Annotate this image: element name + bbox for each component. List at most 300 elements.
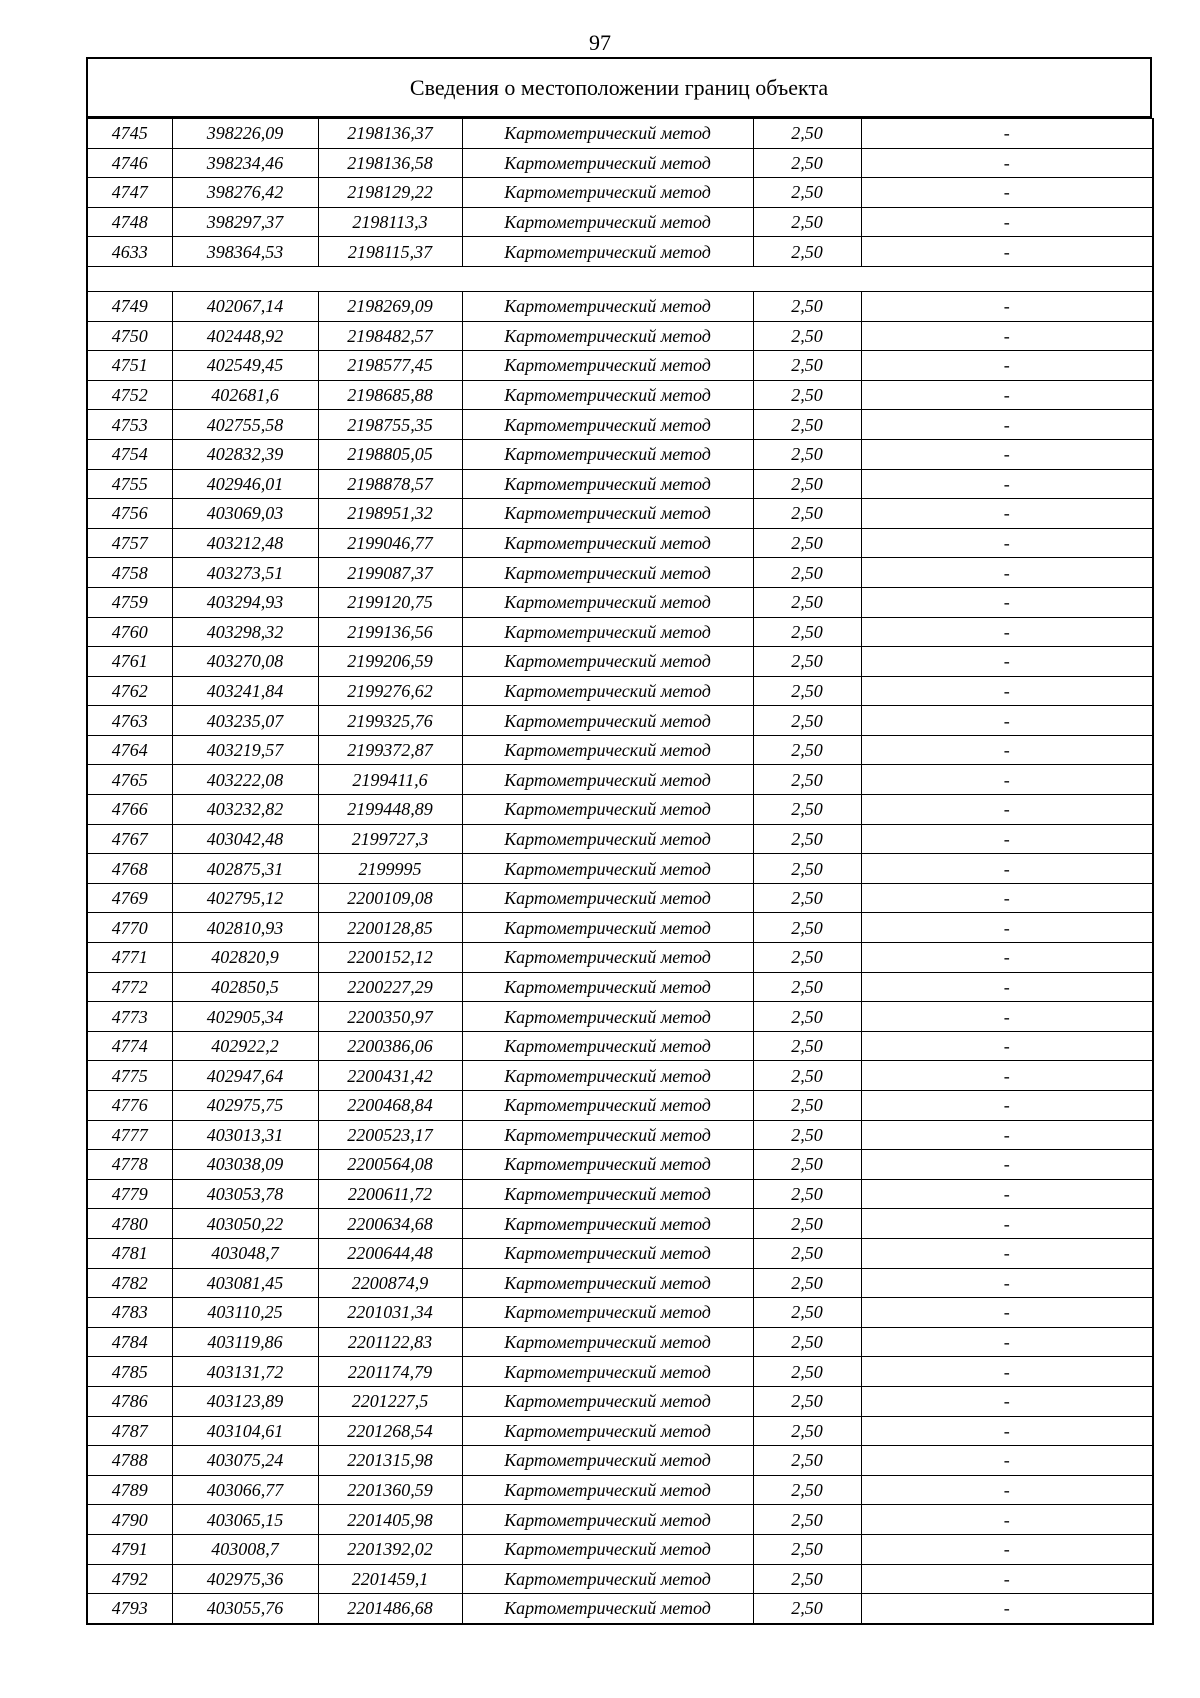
x-coordinate-cell: 403053,78 [172, 1179, 318, 1209]
y-coordinate-cell: 2198951,32 [318, 499, 462, 529]
y-coordinate-cell: 2199120,75 [318, 587, 462, 617]
x-coordinate-cell: 403235,07 [172, 706, 318, 736]
table-row [87, 913, 1153, 943]
note-cell: - [861, 410, 1153, 440]
point-number-cell: 4787 [87, 1416, 172, 1446]
x-coordinate-cell: 402947,64 [172, 1061, 318, 1091]
method-cell: Картометрический метод [462, 1061, 753, 1091]
note-cell: - [861, 1594, 1153, 1624]
y-coordinate-cell: 2200386,06 [318, 1031, 462, 1061]
accuracy-cell: 2,50 [753, 291, 861, 321]
point-number-cell: 4765 [87, 765, 172, 795]
x-coordinate-cell: 403008,7 [172, 1534, 318, 1564]
point-number-cell: 4770 [87, 913, 172, 943]
note-cell: - [861, 1327, 1153, 1357]
y-coordinate-cell: 2199276,62 [318, 676, 462, 706]
table-row [87, 321, 1153, 351]
point-number-cell: 4769 [87, 883, 172, 913]
x-coordinate-cell: 403110,25 [172, 1298, 318, 1328]
table-row [87, 207, 1153, 237]
table-row [87, 499, 1153, 529]
note-cell: - [861, 1386, 1153, 1416]
accuracy-cell: 2,50 [753, 883, 861, 913]
point-number-cell: 4792 [87, 1564, 172, 1594]
accuracy-cell: 2,50 [753, 1238, 861, 1268]
point-number-cell: 4749 [87, 291, 172, 321]
point-number-cell: 4751 [87, 351, 172, 381]
x-coordinate-cell: 403219,57 [172, 735, 318, 765]
y-coordinate-cell: 2201405,98 [318, 1505, 462, 1535]
method-cell: Картометрический метод [462, 1268, 753, 1298]
method-cell: Картометрический метод [462, 499, 753, 529]
point-number-cell: 4760 [87, 617, 172, 647]
x-coordinate-cell: 402549,45 [172, 351, 318, 381]
x-coordinate-cell: 403232,82 [172, 795, 318, 825]
note-cell: - [861, 972, 1153, 1002]
y-coordinate-cell: 2198577,45 [318, 351, 462, 381]
table-row [87, 972, 1153, 1002]
x-coordinate-cell: 403048,7 [172, 1238, 318, 1268]
y-coordinate-cell: 2201315,98 [318, 1446, 462, 1476]
table-row [87, 1061, 1153, 1091]
accuracy-cell: 2,50 [753, 676, 861, 706]
table-row [87, 1209, 1153, 1239]
y-coordinate-cell: 2198136,37 [318, 119, 462, 149]
method-cell: Картометрический метод [462, 558, 753, 588]
accuracy-cell: 2,50 [753, 178, 861, 208]
note-cell: - [861, 1564, 1153, 1594]
method-cell: Картометрический метод [462, 291, 753, 321]
method-cell: Картометрический метод [462, 1298, 753, 1328]
y-coordinate-cell: 2200564,08 [318, 1150, 462, 1180]
table-row [87, 617, 1153, 647]
table-row [87, 1505, 1153, 1535]
y-coordinate-cell: 2198269,09 [318, 291, 462, 321]
x-coordinate-cell: 403050,22 [172, 1209, 318, 1239]
x-coordinate-cell: 402681,6 [172, 380, 318, 410]
table-row [87, 1091, 1153, 1121]
note-cell: - [861, 1002, 1153, 1032]
note-cell: - [861, 499, 1153, 529]
x-coordinate-cell: 398297,37 [172, 207, 318, 237]
method-cell: Картометрический метод [462, 237, 753, 267]
table-row [87, 1327, 1153, 1357]
accuracy-cell: 2,50 [753, 351, 861, 381]
accuracy-cell: 2,50 [753, 1386, 861, 1416]
note-cell: - [861, 291, 1153, 321]
y-coordinate-cell: 2201174,79 [318, 1357, 462, 1387]
table-row [87, 410, 1153, 440]
note-cell: - [861, 1357, 1153, 1387]
note-cell: - [861, 351, 1153, 381]
note-cell: - [861, 735, 1153, 765]
x-coordinate-cell: 402810,93 [172, 913, 318, 943]
x-coordinate-cell: 398364,53 [172, 237, 318, 267]
y-coordinate-cell: 2198129,22 [318, 178, 462, 208]
y-coordinate-cell: 2200634,68 [318, 1209, 462, 1239]
accuracy-cell: 2,50 [753, 943, 861, 973]
x-coordinate-cell: 403065,15 [172, 1505, 318, 1535]
point-number-cell: 4633 [87, 237, 172, 267]
y-coordinate-cell: 2199995 [318, 854, 462, 884]
accuracy-cell: 2,50 [753, 237, 861, 267]
y-coordinate-cell: 2198755,35 [318, 410, 462, 440]
y-coordinate-cell: 2201486,68 [318, 1594, 462, 1624]
table-row [87, 1031, 1153, 1061]
method-cell: Картометрический метод [462, 1564, 753, 1594]
note-cell: - [861, 1534, 1153, 1564]
table-row [87, 1564, 1153, 1594]
x-coordinate-cell: 402946,01 [172, 469, 318, 499]
accuracy-cell: 2,50 [753, 1091, 861, 1121]
accuracy-cell: 2,50 [753, 913, 861, 943]
x-coordinate-cell: 403081,45 [172, 1268, 318, 1298]
accuracy-cell: 2,50 [753, 528, 861, 558]
point-number-cell: 4778 [87, 1150, 172, 1180]
note-cell: - [861, 676, 1153, 706]
y-coordinate-cell: 2201360,59 [318, 1475, 462, 1505]
point-number-cell: 4757 [87, 528, 172, 558]
table-row [87, 237, 1153, 267]
x-coordinate-cell: 402755,58 [172, 410, 318, 440]
method-cell: Картометрический метод [462, 410, 753, 440]
note-cell: - [861, 706, 1153, 736]
point-number-cell: 4767 [87, 824, 172, 854]
point-number-cell: 4745 [87, 119, 172, 149]
point-number-cell: 4753 [87, 410, 172, 440]
x-coordinate-cell: 403270,08 [172, 647, 318, 677]
y-coordinate-cell: 2199448,89 [318, 795, 462, 825]
note-cell: - [861, 943, 1153, 973]
point-number-cell: 4748 [87, 207, 172, 237]
note-cell: - [861, 148, 1153, 178]
point-number-cell: 4772 [87, 972, 172, 1002]
note-cell: - [861, 824, 1153, 854]
point-number-cell: 4793 [87, 1594, 172, 1624]
method-cell: Картометрический метод [462, 1179, 753, 1209]
accuracy-cell: 2,50 [753, 1327, 861, 1357]
x-coordinate-cell: 403042,48 [172, 824, 318, 854]
note-cell: - [861, 1238, 1153, 1268]
x-coordinate-cell: 403104,61 [172, 1416, 318, 1446]
y-coordinate-cell: 2199046,77 [318, 528, 462, 558]
method-cell: Картометрический метод [462, 824, 753, 854]
point-number-cell: 4785 [87, 1357, 172, 1387]
y-coordinate-cell: 2199411,6 [318, 765, 462, 795]
y-coordinate-cell: 2199136,56 [318, 617, 462, 647]
accuracy-cell: 2,50 [753, 1446, 861, 1476]
point-number-cell: 4780 [87, 1209, 172, 1239]
y-coordinate-cell: 2200128,85 [318, 913, 462, 943]
y-coordinate-cell: 2200227,29 [318, 972, 462, 1002]
accuracy-cell: 2,50 [753, 854, 861, 884]
point-number-cell: 4766 [87, 795, 172, 825]
method-cell: Картометрический метод [462, 380, 753, 410]
table-row [87, 1298, 1153, 1328]
table-row [87, 1268, 1153, 1298]
x-coordinate-cell: 403013,31 [172, 1120, 318, 1150]
accuracy-cell: 2,50 [753, 647, 861, 677]
point-number-cell: 4786 [87, 1386, 172, 1416]
accuracy-cell: 2,50 [753, 617, 861, 647]
note-cell: - [861, 1179, 1153, 1209]
method-cell: Картометрический метод [462, 883, 753, 913]
table-row [87, 178, 1153, 208]
point-number-cell: 4782 [87, 1268, 172, 1298]
y-coordinate-cell: 2201122,83 [318, 1327, 462, 1357]
y-coordinate-cell: 2200468,84 [318, 1091, 462, 1121]
point-number-cell: 4791 [87, 1534, 172, 1564]
table-row [87, 795, 1153, 825]
x-coordinate-cell: 403075,24 [172, 1446, 318, 1476]
table-row [87, 883, 1153, 913]
accuracy-cell: 2,50 [753, 795, 861, 825]
y-coordinate-cell: 2198115,37 [318, 237, 462, 267]
point-number-cell: 4777 [87, 1120, 172, 1150]
method-cell: Картометрический метод [462, 795, 753, 825]
table-row [87, 1386, 1153, 1416]
note-cell: - [861, 1031, 1153, 1061]
accuracy-cell: 2,50 [753, 469, 861, 499]
method-cell: Картометрический метод [462, 351, 753, 381]
x-coordinate-cell: 403123,89 [172, 1386, 318, 1416]
method-cell: Картометрический метод [462, 1031, 753, 1061]
point-number-cell: 4763 [87, 706, 172, 736]
x-coordinate-cell: 403066,77 [172, 1475, 318, 1505]
accuracy-cell: 2,50 [753, 706, 861, 736]
note-cell: - [861, 558, 1153, 588]
note-cell: - [861, 617, 1153, 647]
accuracy-cell: 2,50 [753, 558, 861, 588]
table-row [87, 1416, 1153, 1446]
note-cell: - [861, 795, 1153, 825]
point-number-cell: 4755 [87, 469, 172, 499]
x-coordinate-cell: 402795,12 [172, 883, 318, 913]
accuracy-cell: 2,50 [753, 119, 861, 149]
y-coordinate-cell: 2201227,5 [318, 1386, 462, 1416]
method-cell: Картометрический метод [462, 528, 753, 558]
table-row [87, 1475, 1153, 1505]
y-coordinate-cell: 2200874,9 [318, 1268, 462, 1298]
point-number-cell: 4758 [87, 558, 172, 588]
accuracy-cell: 2,50 [753, 499, 861, 529]
note-cell: - [861, 321, 1153, 351]
x-coordinate-cell: 403294,93 [172, 587, 318, 617]
method-cell: Картометрический метод [462, 1238, 753, 1268]
table-row [87, 1238, 1153, 1268]
coordinates-table [86, 118, 1154, 1625]
accuracy-cell: 2,50 [753, 1002, 861, 1032]
point-number-cell: 4775 [87, 1061, 172, 1091]
method-cell: Картометрический метод [462, 1209, 753, 1239]
y-coordinate-cell: 2198878,57 [318, 469, 462, 499]
note-cell: - [861, 1091, 1153, 1121]
note-cell: - [861, 587, 1153, 617]
method-cell: Картометрический метод [462, 207, 753, 237]
table-row [87, 1120, 1153, 1150]
accuracy-cell: 2,50 [753, 1594, 861, 1624]
method-cell: Картометрический метод [462, 765, 753, 795]
accuracy-cell: 2,50 [753, 587, 861, 617]
x-coordinate-cell: 403222,08 [172, 765, 318, 795]
accuracy-cell: 2,50 [753, 1505, 861, 1535]
point-number-cell: 4747 [87, 178, 172, 208]
note-cell: - [861, 1298, 1153, 1328]
point-number-cell: 4746 [87, 148, 172, 178]
note-cell: - [861, 1505, 1153, 1535]
method-cell: Картометрический метод [462, 1120, 753, 1150]
x-coordinate-cell: 402832,39 [172, 439, 318, 469]
table-row [87, 148, 1153, 178]
accuracy-cell: 2,50 [753, 439, 861, 469]
table-row [87, 1002, 1153, 1032]
point-number-cell: 4790 [87, 1505, 172, 1535]
x-coordinate-cell: 402975,75 [172, 1091, 318, 1121]
x-coordinate-cell: 403241,84 [172, 676, 318, 706]
method-cell: Картометрический метод [462, 1475, 753, 1505]
method-cell: Картометрический метод [462, 706, 753, 736]
boundary-table-sheet [86, 57, 1152, 1625]
note-cell: - [861, 1416, 1153, 1446]
y-coordinate-cell: 2201268,54 [318, 1416, 462, 1446]
method-cell: Картометрический метод [462, 972, 753, 1002]
method-cell: Картометрический метод [462, 943, 753, 973]
x-coordinate-cell: 398234,46 [172, 148, 318, 178]
method-cell: Картометрический метод [462, 1505, 753, 1535]
accuracy-cell: 2,50 [753, 410, 861, 440]
table-row [87, 943, 1153, 973]
table-row [87, 1357, 1153, 1387]
method-cell: Картометрический метод [462, 1091, 753, 1121]
table-row [87, 676, 1153, 706]
y-coordinate-cell: 2201459,1 [318, 1564, 462, 1594]
point-number-cell: 4759 [87, 587, 172, 617]
y-coordinate-cell: 2200611,72 [318, 1179, 462, 1209]
point-number-cell: 4773 [87, 1002, 172, 1032]
table-row [87, 765, 1153, 795]
accuracy-cell: 2,50 [753, 207, 861, 237]
y-coordinate-cell: 2201031,34 [318, 1298, 462, 1328]
y-coordinate-cell: 2200431,42 [318, 1061, 462, 1091]
table-row [87, 528, 1153, 558]
note-cell: - [861, 380, 1153, 410]
note-cell: - [861, 1268, 1153, 1298]
method-cell: Картометрический метод [462, 148, 753, 178]
note-cell: - [861, 1209, 1153, 1239]
note-cell: - [861, 913, 1153, 943]
point-number-cell: 4779 [87, 1179, 172, 1209]
x-coordinate-cell: 403212,48 [172, 528, 318, 558]
note-cell: - [861, 1150, 1153, 1180]
method-cell: Картометрический метод [462, 1594, 753, 1624]
method-cell: Картометрический метод [462, 119, 753, 149]
point-number-cell: 4788 [87, 1446, 172, 1476]
table-row [87, 558, 1153, 588]
x-coordinate-cell: 402850,5 [172, 972, 318, 1002]
accuracy-cell: 2,50 [753, 1564, 861, 1594]
note-cell: - [861, 178, 1153, 208]
point-number-cell: 4784 [87, 1327, 172, 1357]
x-coordinate-cell: 403119,86 [172, 1327, 318, 1357]
table-row [87, 1534, 1153, 1564]
y-coordinate-cell: 2199325,76 [318, 706, 462, 736]
separator-cell [87, 266, 1153, 291]
y-coordinate-cell: 2200350,97 [318, 1002, 462, 1032]
y-coordinate-cell: 2199206,59 [318, 647, 462, 677]
y-coordinate-cell: 2199727,3 [318, 824, 462, 854]
separator-row [87, 266, 1153, 291]
accuracy-cell: 2,50 [753, 1150, 861, 1180]
method-cell: Картометрический метод [462, 1534, 753, 1564]
method-cell: Картометрический метод [462, 1150, 753, 1180]
table-row [87, 1179, 1153, 1209]
y-coordinate-cell: 2199372,87 [318, 735, 462, 765]
table-row [87, 439, 1153, 469]
accuracy-cell: 2,50 [753, 1416, 861, 1446]
accuracy-cell: 2,50 [753, 1209, 861, 1239]
accuracy-cell: 2,50 [753, 765, 861, 795]
accuracy-cell: 2,50 [753, 321, 861, 351]
accuracy-cell: 2,50 [753, 1268, 861, 1298]
method-cell: Картометрический метод [462, 321, 753, 351]
accuracy-cell: 2,50 [753, 1061, 861, 1091]
accuracy-cell: 2,50 [753, 1120, 861, 1150]
table-row [87, 119, 1153, 149]
note-cell: - [861, 765, 1153, 795]
y-coordinate-cell: 2200523,17 [318, 1120, 462, 1150]
method-cell: Картометрический метод [462, 1386, 753, 1416]
y-coordinate-cell: 2200644,48 [318, 1238, 462, 1268]
table-row [87, 291, 1153, 321]
accuracy-cell: 2,50 [753, 1179, 861, 1209]
page-number: 97 [589, 30, 611, 55]
note-cell: - [861, 469, 1153, 499]
accuracy-cell: 2,50 [753, 972, 861, 1002]
point-number-cell: 4776 [87, 1091, 172, 1121]
method-cell: Картометрический метод [462, 735, 753, 765]
point-number-cell: 4783 [87, 1298, 172, 1328]
point-number-cell: 4754 [87, 439, 172, 469]
x-coordinate-cell: 402875,31 [172, 854, 318, 884]
method-cell: Картометрический метод [462, 1446, 753, 1476]
point-number-cell: 4764 [87, 735, 172, 765]
table-row [87, 854, 1153, 884]
method-cell: Картометрический метод [462, 647, 753, 677]
y-coordinate-cell: 2200109,08 [318, 883, 462, 913]
x-coordinate-cell: 403038,09 [172, 1150, 318, 1180]
x-coordinate-cell: 403131,72 [172, 1357, 318, 1387]
accuracy-cell: 2,50 [753, 148, 861, 178]
x-coordinate-cell: 403069,03 [172, 499, 318, 529]
table-row [87, 1150, 1153, 1180]
point-number-cell: 4789 [87, 1475, 172, 1505]
point-number-cell: 4762 [87, 676, 172, 706]
table-row [87, 647, 1153, 677]
x-coordinate-cell: 402975,36 [172, 1564, 318, 1594]
method-cell: Картометрический метод [462, 913, 753, 943]
note-cell: - [861, 883, 1153, 913]
accuracy-cell: 2,50 [753, 1031, 861, 1061]
note-cell: - [861, 237, 1153, 267]
method-cell: Картометрический метод [462, 1416, 753, 1446]
table-row [87, 824, 1153, 854]
note-cell: - [861, 1061, 1153, 1091]
method-cell: Картометрический метод [462, 1357, 753, 1387]
note-cell: - [861, 439, 1153, 469]
table-row [87, 380, 1153, 410]
x-coordinate-cell: 402448,92 [172, 321, 318, 351]
note-cell: - [861, 1120, 1153, 1150]
